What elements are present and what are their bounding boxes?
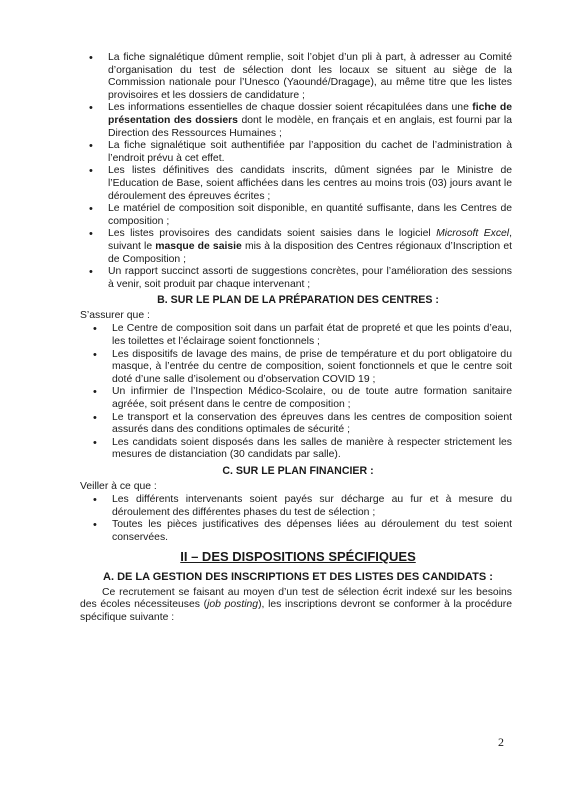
list-item: • Un rapport succinct assorti de suggestions concrètes, pour l’amélioration des sessions à venir, soit produit par chaque intervenant ; (84, 266, 512, 291)
list-item: • Le transport et la conservation des épreuves dans les centres de composition soient assurés dans des conditions optimales de sécurité ; (88, 412, 512, 437)
section-ii-paragraph: Ce recrutement se faisant au moyen d’un test de sélection écrit indexé sur les besoins des écoles nécessiteuses (job posting), les inscriptions devront se conformer à la procédure spécifique suivante : (80, 586, 512, 623)
list-item: • Les dispositifs de lavage des mains, de prise de température et du port obligatoire du masque, à l’entrée du centre de composition, soient fonctionnels et que le centre soit doté d’une salle d’isolement ou d’observation COVID 19 ; (88, 349, 512, 387)
page-content (80, 52, 512, 625)
section-a-bullet-list (84, 52, 512, 291)
list-item: • Le matériel de composition soit disponible, en quantité suffisante, dans les Centres de composition ; (84, 203, 512, 228)
section-b-heading: B. SUR LE PLAN DE LA PRÉPARATION DES CENTRES : (157, 294, 439, 307)
section-c-bullet-list (88, 494, 512, 544)
list-item: • Les listes définitives des candidats inscrits, dûment signées par le Ministre de l’Education de Base, soient affichées dans les centres au moins trois (03) jours avant le déroulement des épreuves écrites ; (84, 165, 512, 203)
list-item: • Les candidats soient disposés dans les salles de manière à respecter strictement les mesures de distanciation (30 candidats par salle). (88, 437, 512, 462)
list-item: • La fiche signalétique soit authentifiée par l’apposition du cachet de l’administration à l’endroit prévu à cet effet. (84, 140, 512, 165)
list-item: • Les différents intervenants soient payés sur décharge au fur et à mesure du déroulement des différentes phases du test de sélection ; (88, 494, 512, 519)
section-c-heading: C. SUR LE PLAN FINANCIER : (222, 465, 374, 477)
list-item: • Les listes provisoires des candidats soient saisies dans le logiciel Microsoft Excel, suivant le masque de saisie mis à la disposition des Centres régionaux d’Inscription et de Composition ; (84, 228, 512, 266)
list-item: • Un infirmier de l’Inspection Médico-Scolaire, ou de toute autre formation sanitaire agréée, soit présent dans le centre de composition ; (88, 386, 512, 411)
section-ii-heading: II – DES DISPOSITIONS SPÉCIFIQUES (180, 548, 416, 564)
list-item: • Toutes les pièces justificatives des dépenses liées au déroulement du test soient conservées. (88, 519, 512, 544)
section-c-intro: Veiller à ce que : (80, 480, 157, 492)
italic-term: job posting (207, 599, 259, 611)
section-ii-subheading: A. DE LA GESTION DES INSCRIPTIONS ET DES LISTES DES CANDIDATS : (103, 571, 493, 584)
list-item: • Les informations essentielles de chaque dossier soient récapitulées dans une fiche de présentation des dossiers dont le modèle, en français et en anglais, est fourni par la Direction des Ressources Humaines ; (84, 102, 512, 140)
italic-term: Microsoft Excel (436, 228, 510, 240)
page-number: 2 (498, 735, 504, 749)
list-item: • La fiche signalétique dûment remplie, soit l’objet d’un pli à part, à adresser au Comité d’organisation du test de sélection dont les locaux se situent au siège de la Commission nationale pour l’Unesco (Yaoundé/Dragage), au même titre que les listes provisoires et les dossiers de candidature ; (84, 52, 512, 102)
bold-term: fiche de présentation des dossiers (108, 102, 512, 126)
section-b-intro: S’assurer que : (80, 309, 150, 321)
list-item: • Le Centre de composition soit dans un parfait état de propreté et que les points d’eau, les toilettes et l’éclairage soient fonctionnels ; (88, 323, 512, 348)
bold-term: masque de saisie (155, 240, 242, 252)
section-b-bullet-list (88, 323, 512, 462)
